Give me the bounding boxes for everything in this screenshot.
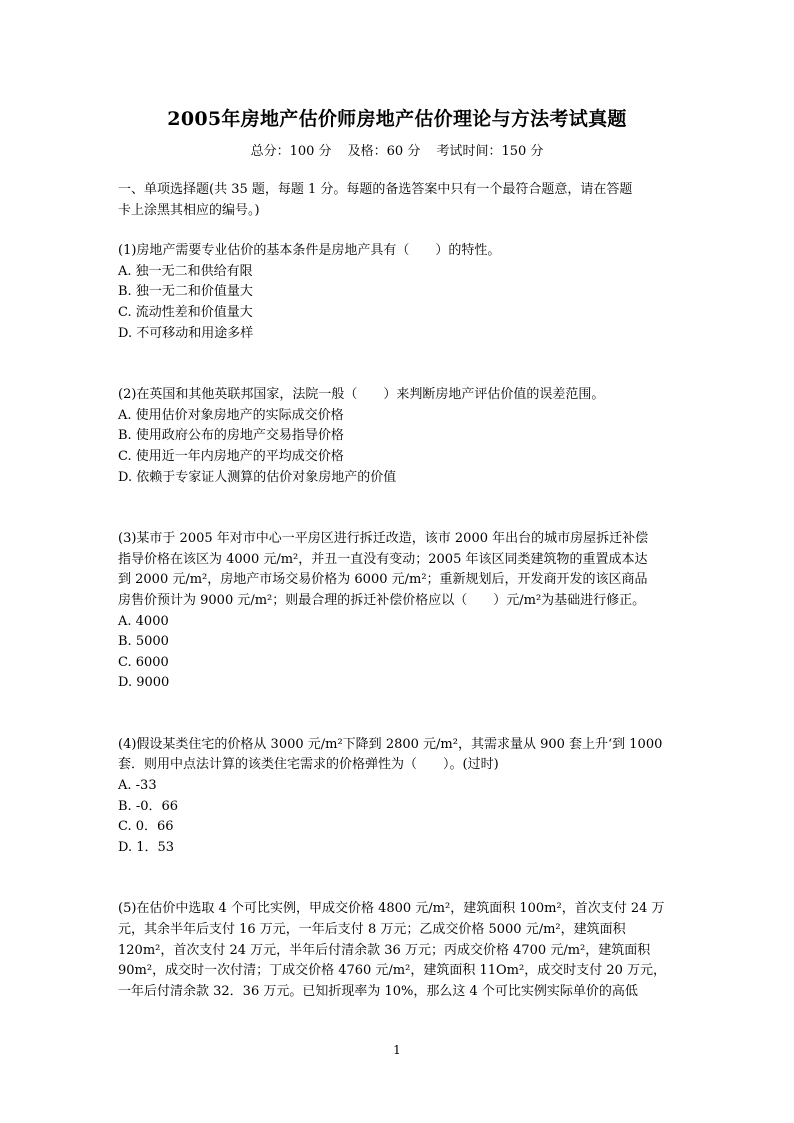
option-c: C. 流动性差和价值量大 xyxy=(118,304,253,320)
section-line: 一、单项选择题(共 35 题，每题 1 分。每题的备选答案中只有一个最符合题意，请在答题 xyxy=(118,182,633,197)
total-score: 总分：100 分 xyxy=(250,144,332,159)
question-text: 90m²，成交时一次付清；丁成交价格 4760 元/m²，建筑面积 11Om²，成交时支付 20 万元， xyxy=(118,963,667,979)
section-heading xyxy=(118,180,678,221)
exam-time: 考试时间：150 分 xyxy=(436,144,544,159)
question-text: (1)房地产需要专业估价的基本条件是房地产具有（ ）的特性。 xyxy=(118,243,501,259)
question-4 xyxy=(118,735,678,859)
pass-score: 及格：60 分 xyxy=(347,144,421,159)
question-1 xyxy=(118,241,678,344)
option-a: A. 4000 xyxy=(118,613,169,629)
exam-meta xyxy=(0,140,794,159)
page-number: 1 xyxy=(393,1043,401,1057)
option-d: D. 不可移动和用途多样 xyxy=(118,325,254,341)
option-b: B. 使用政府公布的房地产交易指导价格 xyxy=(118,428,344,444)
question-text: (2)在英国和其他英联邦国家，法院一般（ ）来判断房地产评估价值的误差范围。 xyxy=(118,387,605,403)
option-a: A. -33 xyxy=(118,778,157,794)
question-text: 一年后付清余款 32．36 万元。已知折现率为 10%，那么这 4 个可比实例实际单价的高低 xyxy=(118,983,638,999)
option-b: B. -0．66 xyxy=(118,798,179,814)
question-5 xyxy=(118,899,678,1002)
section-line: 卡上涂黑其相应的编号。) xyxy=(118,202,260,218)
option-d: D. 9000 xyxy=(118,675,170,691)
option-a: A. 使用估价对象房地产的实际成交价格 xyxy=(118,407,344,423)
question-text: 房售价预计为 9000 元/m²；则最合理的拆迁补偿价格应以（ ）元/m²为基础进行修正。 xyxy=(118,592,646,608)
question-text: (4)假设某类住宅的价格从 3000 元/m²下降到 2800 元/m²，其需求量从 900 套上升‘到 1000 xyxy=(118,736,663,752)
question-text: 120m²，首次支付 24 万元，半年后付清余款 36 万元；丙成交价格 4700 元/m²，建筑面积 xyxy=(118,942,651,958)
question-text: (3)某市于 2005 年对市中心一平房区进行拆迁改造，该市 2000 年出台的城市房屋拆迁补偿 xyxy=(118,531,649,547)
question-text: 指导价格在该区为 4000 元/m²，并丑一直没有变动；2005 年该区同类建筑物的重置成本达 xyxy=(118,551,648,567)
document-title: 2005年房地产估价师房地产估价理论与方法考试真题 xyxy=(167,108,627,130)
question-2 xyxy=(118,385,678,488)
question-3 xyxy=(118,529,678,694)
exam-content xyxy=(118,180,678,1002)
question-text: (5)在估价中选取 4 个可比实例，甲成交价格 4800 元/m²，建筑面积 100m²，首次支付 24 万 xyxy=(118,901,665,917)
option-b: B. 5000 xyxy=(118,634,169,650)
option-c: C. 使用近一年内房地产的平均成交价格 xyxy=(118,448,344,464)
option-a: A. 独一无二和供给有限 xyxy=(118,263,253,279)
question-text: 到 2000 元/m²，房地产市场交易价格为 6000 元/m²；重新规划后，开发商开发的该区商品 xyxy=(118,572,648,588)
question-text: 元，其余半年后支付 16 万元，一年后支付 8 万元；乙成交价格 5000 元/m²，建筑面积 xyxy=(118,922,626,938)
question-text: 套．则用中点法计算的该类住宅需求的价格弹性为（ ）。(过时) xyxy=(118,757,499,773)
option-c: C. 6000 xyxy=(118,654,169,670)
option-b: B. 独一无二和价值量大 xyxy=(118,284,253,300)
option-c: C. 0．66 xyxy=(118,819,174,835)
option-d: D. 1．53 xyxy=(118,839,175,855)
option-d: D. 依赖于专家证人测算的估价对象房地产的价值 xyxy=(118,469,397,485)
